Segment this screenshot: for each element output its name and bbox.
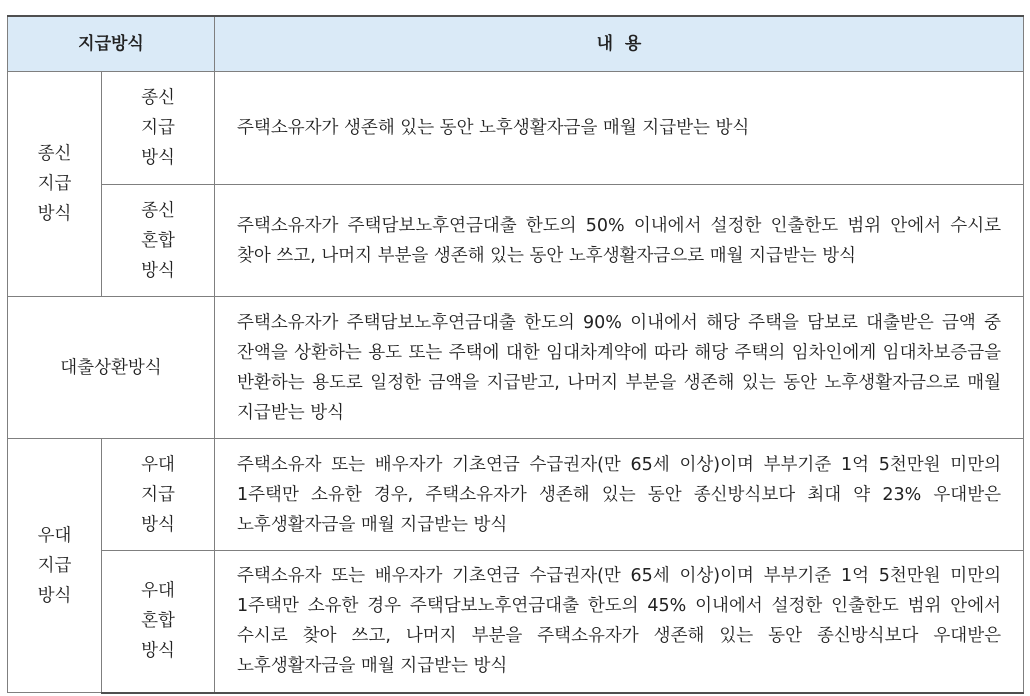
sub-lifetime-mixed-label: 종신 혼합 방식 [141,200,175,281]
category-preferential-label: 우대 지급 방식 [37,525,72,606]
description-text: 주택소유자가 주택담보노후연금대출 한도의 50% 이내에서 설정한 인출한도 범위 안에서 수시로 찾아 쓰고, 나머지 부분을 생존해 있는 동안 노후생활자금으로 매월 지급받는 방식 [237,215,1002,266]
sub-preferential-mixed-label: 우대 혼합 방식 [141,581,175,662]
sub-lifetime-payment-label: 종신 지급 방식 [141,88,175,168]
table-row [8,439,1024,551]
table-header-row [8,16,1024,72]
header-content: 내 용 [215,16,1024,72]
description-text: 주택소유자가 생존해 있는 동안 노후생활자금을 매월 지급받는 방식 [237,118,750,138]
description-cell [215,439,1024,551]
description-cell [215,72,1024,185]
sub-preferential-payment-label: 우대 지급 방식 [141,454,175,535]
category-cell [8,297,215,439]
table-row [8,551,1024,693]
subcategory-cell [102,551,215,693]
subcategory-cell [102,72,215,185]
description-text: 주택소유자가 주택담보노후연금대출 한도의 90% 이내에서 해당 주택을 담보로 대출받은 금액 중 잔액을 상환하는 용도 또는 주택에 대한 임대차계약에 따라 해당 주택의 임차인에게 임대차보증금을 반환하는 용도로 일정한 금액을 지급받고, 나머지 부분을 생존해 있는 동안 노후생활자금으로 매월 지급받는 방식 [237,312,1002,423]
description-text: 주택소유자 또는 배우자가 기초연금 수급권자(만 65세 이상)이며 부부기준 1억 5천만원 미만의 1주택만 소유한 경우, 주택소유자가 생존해 있는 동안 종신방식보다 최대 약 23% 우대받은 노후생활자금을 매월 지급받는 방식 [237,454,1002,535]
description-cell [215,185,1024,297]
header-payment-method: 지급방식 [8,16,215,72]
category-loan-repayment-label: 대출상환방식 [60,357,162,378]
payment-method-table [7,15,1024,694]
subcategory-cell [102,439,215,551]
description-text: 주택소유자 또는 배우자가 기초연금 수급권자(만 65세 이상)이며 부부기준 1억 5천만원 미만의 1주택만 소유한 경우 주택담보노후연금대출 한도의 45% 이내에서 설정한 인출한도 범위 안에서 수시로 찾아 쓰고, 나머지 부분을 주택소유자가 생존해 있는 동안 종신방식보다 우대받은 노후생활자금을 매월 지급받는 방식 [237,566,1002,677]
category-cell [8,439,102,693]
subcategory-cell [102,185,215,297]
table-row [8,185,1024,297]
category-lifetime-label: 종신 지급 방식 [37,144,72,224]
table-row [8,72,1024,185]
description-cell [215,297,1024,439]
table-row [8,297,1024,439]
description-cell [215,551,1024,693]
category-cell [8,72,102,297]
